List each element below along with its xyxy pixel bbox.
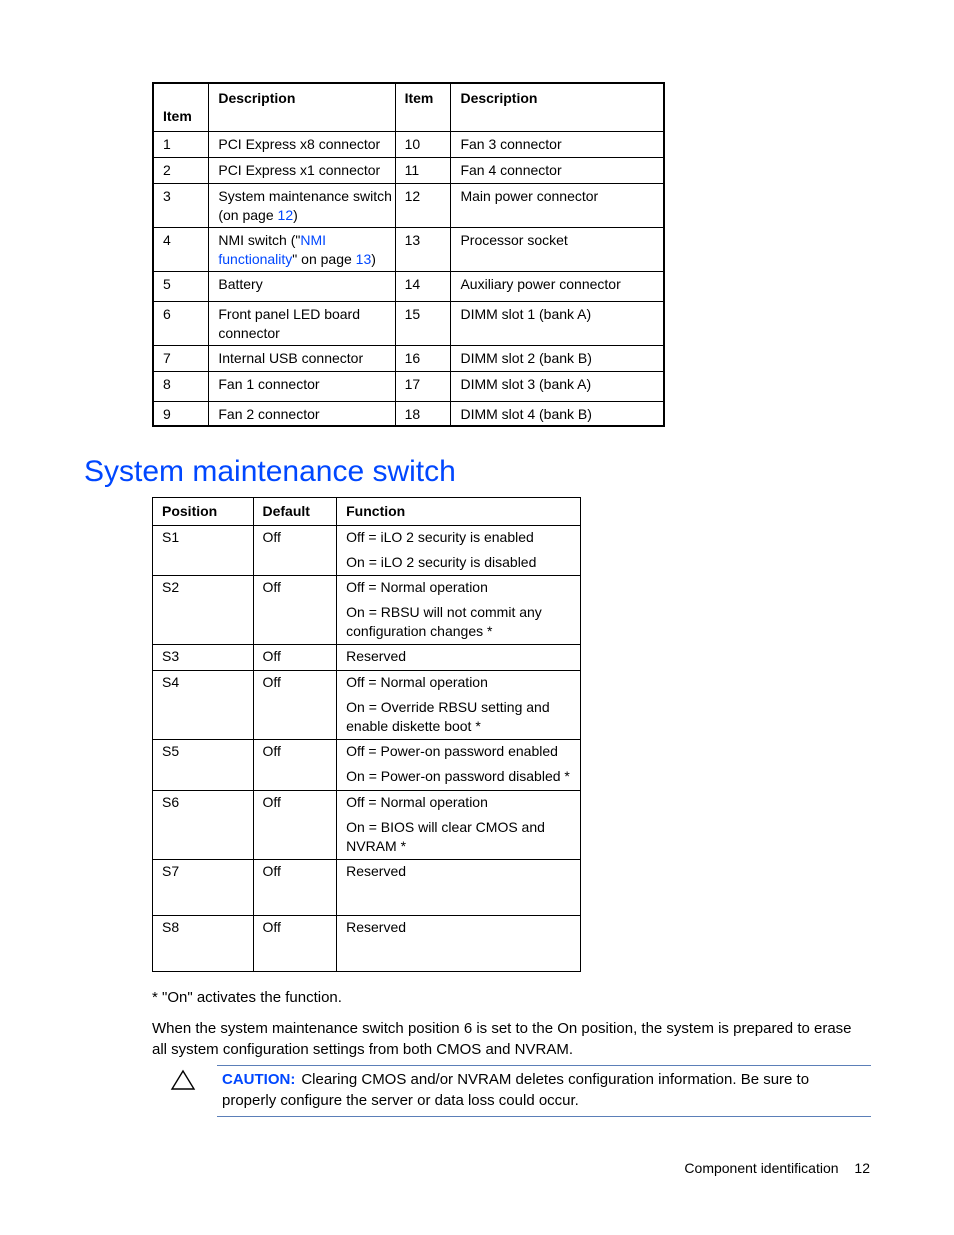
item-number: 15 — [395, 301, 451, 345]
function-on-text: On = Power-on password disabled * — [346, 768, 570, 784]
caution-rule-top — [217, 1065, 871, 1066]
switch-default: Off — [253, 526, 337, 576]
switch-function: Reserved — [337, 645, 581, 671]
description-text: System maintenance switch (on page — [218, 187, 392, 223]
function-off-text: Off = Normal operation — [346, 674, 488, 690]
switch-default: Off — [253, 671, 337, 740]
page-link[interactable]: 13 — [355, 250, 372, 267]
item-number: 8 — [153, 371, 209, 401]
footer-page-number: 12 — [854, 1160, 870, 1176]
switch-position: S4 — [153, 671, 254, 740]
function-off-text: Off = iLO 2 security is enabled — [346, 529, 534, 545]
item-description: DIMM slot 3 (bank A) — [451, 371, 664, 401]
item-number: 16 — [395, 345, 451, 371]
item-description: Processor socket — [451, 227, 664, 271]
table-row — [153, 227, 664, 271]
switch-function: Reserved — [337, 916, 581, 972]
item-description: Auxiliary power connector — [451, 271, 664, 301]
col-header-default: Default — [253, 498, 337, 526]
col-header-item: Item — [153, 83, 209, 131]
switch-position: S8 — [153, 916, 254, 972]
switch-default: Off — [253, 916, 337, 972]
item-number: 13 — [395, 227, 451, 271]
page-link[interactable]: 12 — [277, 206, 294, 223]
switch-position: S5 — [153, 740, 254, 791]
item-number: 5 — [153, 271, 209, 301]
item-description: Fan 4 connector — [451, 157, 664, 183]
item-number: 18 — [395, 401, 451, 426]
table-header-row — [153, 83, 664, 131]
table-row — [153, 526, 581, 576]
table-row — [153, 791, 581, 860]
item-description: Fan 1 connector — [209, 371, 395, 401]
col-header-position: Position — [153, 498, 254, 526]
switch-default: Off — [253, 576, 337, 645]
item-description: Fan 2 connector — [209, 401, 395, 426]
switch-default: Off — [253, 791, 337, 860]
switch-settings-table — [152, 497, 581, 972]
item-description: DIMM slot 2 (bank B) — [451, 345, 664, 371]
item-number: 12 — [395, 183, 451, 227]
item-description: PCI Express x8 connector — [209, 131, 395, 157]
table-row — [153, 916, 581, 972]
item-description: PCI Express x1 connector — [209, 157, 395, 183]
function-on-text: On = BIOS will clear CMOS and NVRAM * — [346, 819, 545, 854]
table-row — [153, 645, 581, 671]
table-row — [153, 671, 581, 740]
table-row — [153, 183, 664, 227]
item-number: 4 — [153, 227, 209, 271]
switch-function: Reserved — [337, 860, 581, 916]
item-number: 11 — [395, 157, 451, 183]
switch-position: S2 — [153, 576, 254, 645]
footnote: * "On" activates the function. — [152, 989, 342, 1006]
section-title: System maintenance switch — [84, 455, 456, 488]
switch-position: S3 — [153, 645, 254, 671]
table-row — [153, 271, 664, 301]
switch-default: Off — [253, 645, 337, 671]
item-number: 1 — [153, 131, 209, 157]
description-text: " on page — [292, 250, 356, 267]
item-description — [209, 183, 395, 227]
switch-position: S1 — [153, 526, 254, 576]
item-number: 14 — [395, 271, 451, 301]
description-text: NMI switch (" — [218, 231, 301, 248]
table-row — [153, 401, 664, 426]
switch-default: Off — [253, 740, 337, 791]
caution-text — [222, 1069, 852, 1111]
table-header-row — [153, 498, 581, 526]
col-header-item: Item — [395, 83, 451, 131]
item-description: Front panel LED board connector — [209, 301, 395, 345]
description-text: ) — [371, 250, 376, 267]
item-description: Internal USB connector — [209, 345, 395, 371]
caution-rule-bottom — [217, 1116, 871, 1117]
switch-function — [337, 526, 581, 576]
table-row — [153, 131, 664, 157]
function-on-text: On = iLO 2 security is disabled — [346, 554, 537, 570]
table-row — [153, 157, 664, 183]
caution-label: CAUTION: — [222, 1071, 296, 1088]
switch-position: S7 — [153, 860, 254, 916]
table-row — [153, 345, 664, 371]
switch-function — [337, 576, 581, 645]
switch-function — [337, 791, 581, 860]
footer-section: Component identification — [684, 1160, 839, 1176]
item-description: DIMM slot 4 (bank B) — [451, 401, 664, 426]
item-number: 3 — [153, 183, 209, 227]
switch-function — [337, 740, 581, 791]
item-number: 6 — [153, 301, 209, 345]
function-off-text: Off = Power-on password enabled — [346, 743, 558, 759]
page-footer — [684, 1158, 870, 1178]
item-description: Battery — [209, 271, 395, 301]
description-text: ) — [293, 206, 298, 223]
switch-position: S6 — [153, 791, 254, 860]
function-on-text: On = RBSU will not commit any configuration changes * — [346, 604, 542, 639]
nmi-functionality-link[interactable]: NMI functionality — [218, 231, 327, 267]
function-off-text: Off = Normal operation — [346, 579, 488, 595]
item-description — [209, 227, 395, 271]
function-on-text: On = Override RBSU setting and enable diskette boot * — [346, 699, 550, 734]
item-number: 10 — [395, 131, 451, 157]
table-row — [153, 860, 581, 916]
table-row — [153, 371, 664, 401]
components-table — [152, 82, 665, 427]
switch-default: Off — [253, 860, 337, 916]
item-number: 9 — [153, 401, 209, 426]
col-header-description: Description — [451, 83, 664, 131]
table-row — [153, 301, 664, 345]
body-paragraph: When the system maintenance switch position 6 is set to the On position, the system is prepared to erase all system configuration settings from both CMOS and NVRAM. — [152, 1020, 852, 1058]
switch-function — [337, 671, 581, 740]
function-off-text: Off = Normal operation — [346, 794, 488, 810]
caution-message: Clearing CMOS and/or NVRAM deletes configuration information. Be sure to properly configure the server or data loss could occur. — [222, 1071, 810, 1109]
item-description: Fan 3 connector — [451, 131, 664, 157]
item-number: 7 — [153, 345, 209, 371]
col-header-description: Description — [209, 83, 395, 131]
col-header-function: Function — [337, 498, 581, 526]
warning-triangle-icon — [170, 1069, 196, 1091]
item-description: Main power connector — [451, 183, 664, 227]
item-description: DIMM slot 1 (bank A) — [451, 301, 664, 345]
table-row — [153, 576, 581, 645]
table-row — [153, 740, 581, 791]
item-number: 2 — [153, 157, 209, 183]
item-number: 17 — [395, 371, 451, 401]
